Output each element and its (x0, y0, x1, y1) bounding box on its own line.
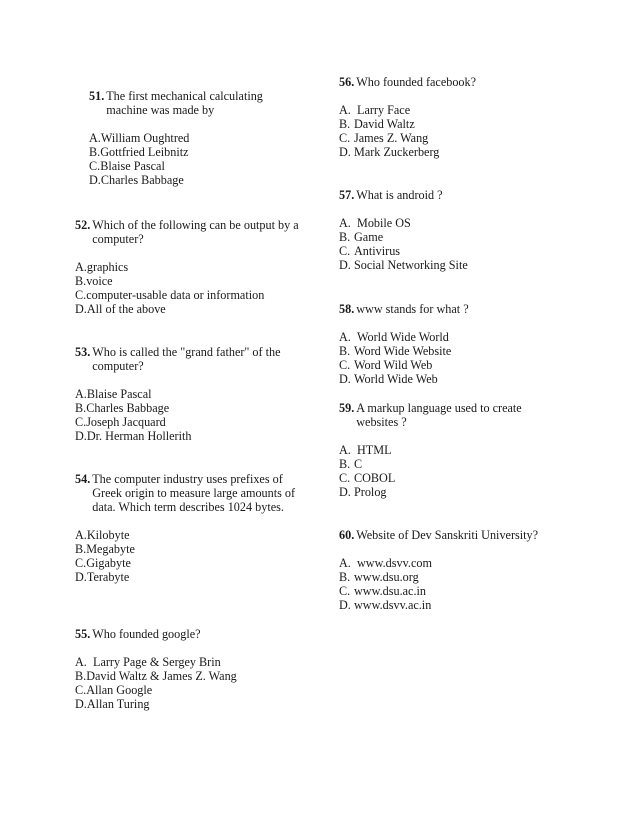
option-d: D. Mark Zuckerberg (339, 145, 440, 159)
question-number: 58. (339, 302, 355, 316)
question-stem (75, 472, 301, 514)
option-a: A. Larry Face (339, 103, 411, 117)
question-text: What is android ? (356, 188, 443, 202)
question-number: 57. (339, 188, 355, 202)
option-b: B. Gottfried Leibnitz (89, 145, 189, 159)
question-text: The computer industry uses prefixes of Greek origin to measure large amounts of data. Which term describes 1024 bytes. (92, 472, 296, 514)
question-text: A markup language used to create websites ? (356, 401, 522, 429)
question-53 (75, 345, 301, 443)
option-a: A. Larry Page & Sergey Brin (75, 655, 221, 669)
question-number: 55. (75, 627, 91, 641)
option-d: D. Social Networking Site (339, 258, 468, 272)
option-c: C. Allan Google (75, 683, 153, 697)
option-b: B. voice (75, 274, 113, 288)
question-51 (89, 89, 279, 187)
question-number: 54. (75, 472, 91, 486)
question-58 (339, 302, 579, 386)
option-c: C. Blaise Pascal (89, 159, 165, 173)
question-57 (339, 188, 579, 272)
question-text: Website of Dev Sanskriti University? (356, 528, 539, 542)
question-stem (339, 401, 539, 429)
option-d: D. Terabyte (75, 570, 130, 584)
option-d: D. World Wide Web (339, 372, 438, 386)
option-a: A. www.dsvv.com (339, 556, 432, 570)
option-c: C. James Z. Wang (339, 131, 429, 145)
option-d: D. All of the above (75, 302, 166, 316)
question-59 (339, 401, 539, 499)
question-text: Who is called the "grand father" of the computer? (92, 345, 281, 373)
question-number: 52. (75, 218, 91, 232)
option-d: D. www.dsvv.ac.in (339, 598, 432, 612)
option-a: A. graphics (75, 260, 129, 274)
option-a: A. William Oughtred (89, 131, 190, 145)
question-text: www stands for what ? (356, 302, 469, 316)
question-stem (339, 188, 579, 202)
option-a: A. Blaise Pascal (75, 387, 152, 401)
option-c: C. computer-usable data or information (75, 288, 265, 302)
option-a: A. HTML (339, 443, 392, 457)
question-stem (339, 302, 579, 316)
option-a: A. World Wide World (339, 330, 449, 344)
question-number: 59. (339, 401, 355, 415)
question-stem (75, 627, 315, 641)
option-a: A. Kilobyte (75, 528, 130, 542)
question-text: Who founded google? (92, 627, 201, 641)
option-c: C. Joseph Jacquard (75, 415, 166, 429)
option-d: D. Dr. Herman Hollerith (75, 429, 192, 443)
option-c: C. www.dsu.ac.in (339, 584, 426, 598)
question-stem (339, 75, 579, 89)
question-text: Who founded facebook? (356, 75, 477, 89)
question-number: 56. (339, 75, 355, 89)
question-number: 51. (89, 89, 105, 103)
option-d: D. Allan Turing (75, 697, 150, 711)
option-b: B. www.dsu.org (339, 570, 419, 584)
option-c: C. Gigabyte (75, 556, 131, 570)
option-b: B. Game (339, 230, 384, 244)
option-b: B. C (339, 457, 363, 471)
option-b: B. Megabyte (75, 542, 135, 556)
question-stem (75, 345, 301, 373)
question-60 (339, 528, 609, 612)
question-text: The first mechanical calculating machine was made by (106, 89, 263, 117)
question-number: 53. (75, 345, 91, 359)
option-b: B. Charles Babbage (75, 401, 170, 415)
question-56 (339, 75, 579, 159)
option-c: C. Antivirus (339, 244, 401, 258)
option-b: B. David Waltz & James Z. Wang (75, 669, 237, 683)
question-stem (75, 218, 307, 246)
option-c: C. COBOL (339, 471, 396, 485)
question-stem (339, 528, 609, 542)
question-text: Which of the following can be output by a computer? (92, 218, 299, 246)
question-stem (89, 89, 279, 117)
option-d: D. Prolog (339, 485, 387, 499)
option-d: D. Charles Babbage (89, 173, 184, 187)
question-55 (75, 627, 315, 711)
option-b: B. Word Wide Website (339, 344, 452, 358)
question-number: 60. (339, 528, 355, 542)
option-a: A. Mobile OS (339, 216, 411, 230)
option-b: B. David Waltz (339, 117, 415, 131)
question-52 (75, 218, 307, 316)
question-54 (75, 472, 301, 584)
option-c: C. Word Wild Web (339, 358, 433, 372)
